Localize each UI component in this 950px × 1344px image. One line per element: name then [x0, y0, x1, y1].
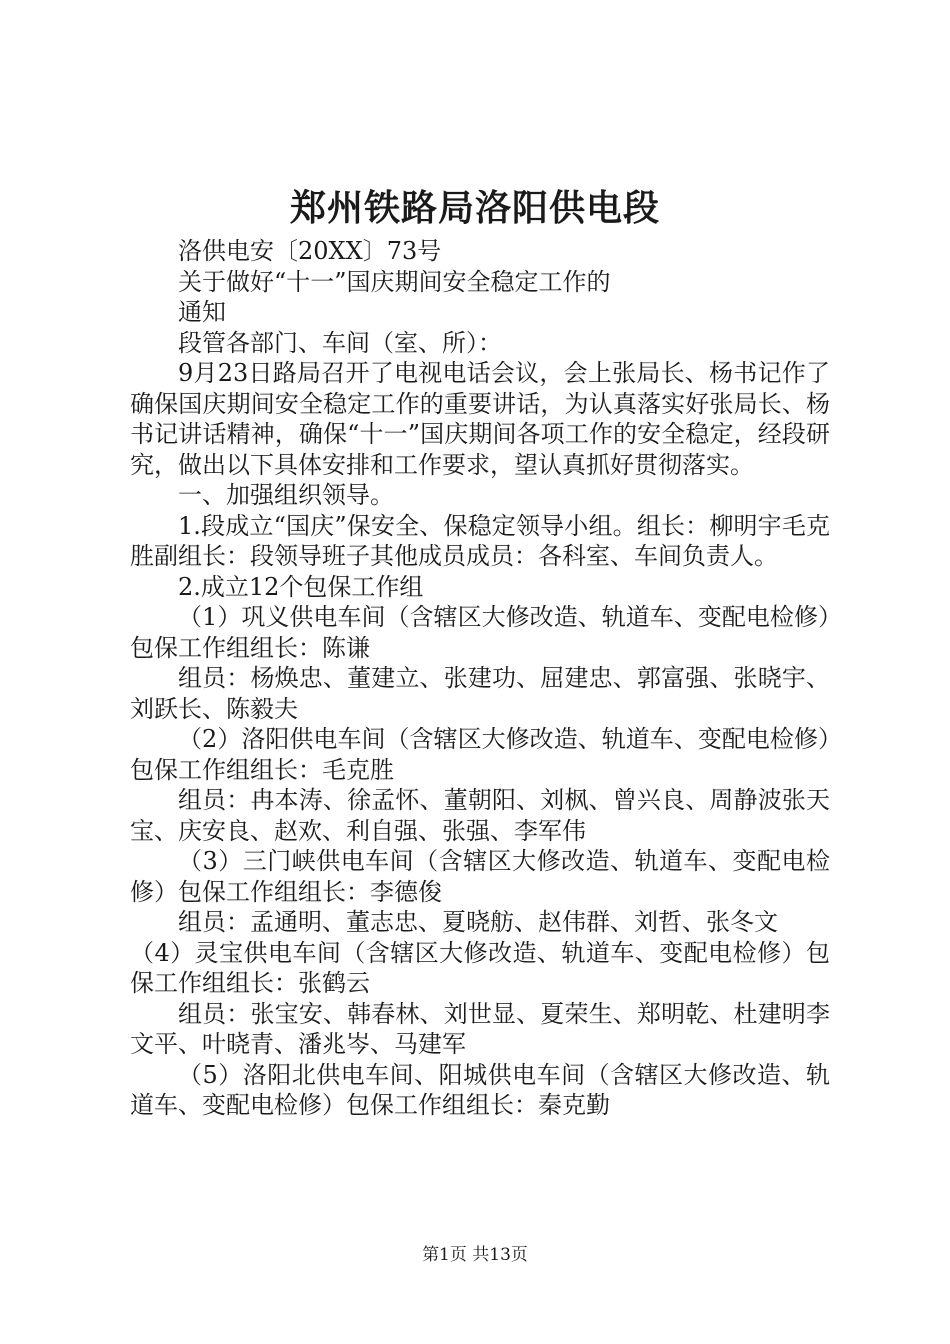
section-heading: 一、加强组织领导。 — [178, 481, 394, 509]
document-body — [130, 236, 830, 1121]
paragraph: 1.段成立“国庆”保安全、保稳定领导小组。组长：柳明宇毛克胜副组长：段领导班子其他成员成员：各科室、车间负责人。 — [130, 511, 830, 570]
notice-subject-cont: 通知 — [178, 298, 226, 326]
paragraph: 组员：张宝安、韩春林、刘世显、夏荣生、郑明乾、杜建明李文平、叶晓青、潘兆岑、马建军 — [130, 999, 830, 1058]
paragraph: （4）灵宝供电车间（含辖区大修改造、轨道车、变配电检修）包保工作组组长：张鹤云 — [130, 938, 830, 997]
paragraph: （2）洛阳供电车间（含辖区大修改造、轨道车、变配电检修）包保工作组组长：毛克胜 — [130, 725, 830, 784]
notice-subject: 关于做好“十一”国庆期间安全稳定工作的 — [178, 267, 611, 296]
addressee: 段管各部门、车间（室、所）： — [178, 328, 502, 357]
page-footer: 第1页 共13页 — [422, 1245, 528, 1265]
paragraph: 组员：杨焕忠、董建立、张建功、屈建忠、郭富强、张晓宇、刘跃长、陈毅夫 — [130, 664, 830, 723]
paragraph: （3）三门峡供电车间（含辖区大修改造、轨道车、变配电检修）包保工作组组长：李德俊 — [130, 847, 830, 906]
paragraph: （5）洛阳北供电车间、阳城供电车间（含辖区大修改造、轨道车、变配电检修）包保工作组组长：秦克勤 — [130, 1060, 830, 1119]
paragraph: 2.成立12个包保工作组 — [178, 572, 424, 601]
paragraph: 组员：孟通明、董志忠、夏晓舫、赵伟群、刘哲、张冬文 — [178, 908, 778, 936]
paragraph: （1）巩义供电车间（含辖区大修改造、轨道车、变配电检修）包保工作组组长：陈谦 — [130, 603, 830, 662]
doc-number: 洛供电安〔20XX〕73号 — [178, 237, 442, 265]
paragraph: 组员：冉本涛、徐孟怀、董朝阳、刘枫、曾兴良、周静波张天宝、庆安良、赵欢、利自强、张强、李军伟 — [130, 786, 830, 845]
paragraph: 9月23日路局召开了电视电话会议，会上张局长、杨书记作了确保国庆期间安全稳定工作的重要讲话，为认真落实好张局长、杨书记讲话精神，确保“十一”国庆期间各项工作的安全稳定，经段研究，做出以下具体安排和工作要求，望认真抓好贯彻落实。 — [130, 359, 830, 479]
document-title: 郑州铁路局洛阳供电段 — [289, 187, 660, 229]
